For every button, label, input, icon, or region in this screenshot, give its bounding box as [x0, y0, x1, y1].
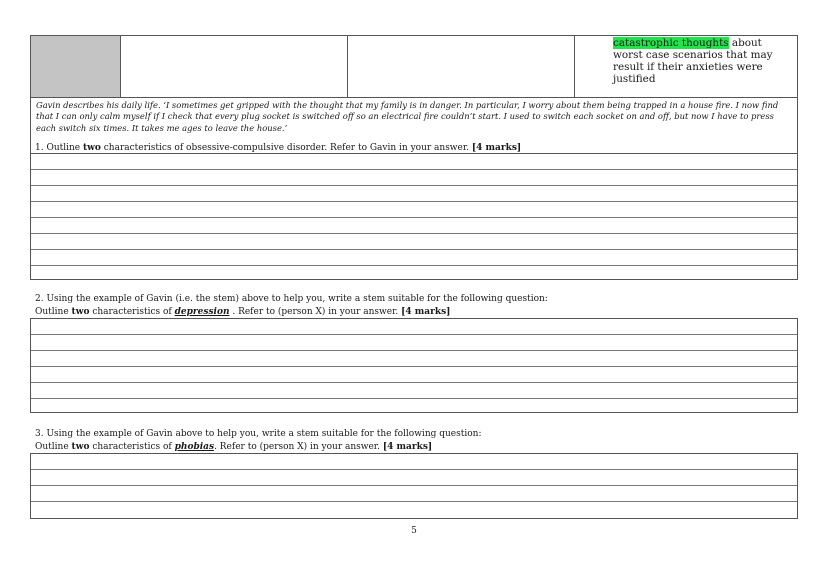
page-number: 5	[411, 526, 417, 536]
answer-line	[31, 501, 797, 502]
answer-line	[31, 249, 797, 250]
q1-marks: [4 marks]	[471, 143, 522, 153]
answer-line	[31, 382, 797, 383]
answer-line	[31, 366, 797, 367]
q1-pre: 1. Outline	[35, 143, 83, 153]
q2-mid: characteristics of	[89, 307, 175, 317]
cell-text: about worst case scenarios that may result if their anxieties were justified	[613, 37, 773, 85]
q2-pre: Outline	[35, 307, 72, 317]
q3-pre: Outline	[35, 442, 72, 452]
q3-bold: two	[71, 442, 90, 452]
answer-line	[31, 334, 797, 335]
q2-bold: two	[71, 307, 90, 317]
question-3-intro: 3. Using the example of Gavin above to help you, write a stem suitable for the following question:	[35, 429, 482, 439]
answer-line	[31, 217, 797, 218]
anxiety-description-cell	[575, 36, 797, 97]
gavin-stem: Gavin describes his daily life. ‘I sometimes get gripped with the thought that my family is in danger. In particular, I worry about them being trapped in a house fire. I now find that I can only calm myself if I check that every plug socket is switched off so an electrical fire couldn’t start. I used to switch each socket on and off, but now I have to press each switch six times. It takes me ages to leave the house.’	[36, 100, 779, 133]
q1-bold: two	[82, 143, 101, 153]
answer-line	[31, 169, 797, 170]
empty-cell-1	[121, 36, 348, 97]
answer-line	[31, 265, 797, 266]
answer-lines-q3[interactable]	[30, 453, 798, 519]
answer-line	[31, 350, 797, 351]
q2-post: . Refer to (person X) in your answer.	[229, 307, 402, 317]
highlighted-phrase: catastrophic thoughts	[613, 37, 729, 49]
q1-post: characteristics of obsessive-compulsive disorder. Refer to Gavin in your answer.	[100, 143, 472, 153]
q3-post: . Refer to (person X) in your answer.	[214, 442, 383, 452]
answer-lines-q2[interactable]	[30, 318, 798, 413]
answer-line	[31, 185, 797, 186]
answer-line	[31, 469, 797, 470]
top-table-row	[30, 35, 798, 98]
q3-marks: [4 marks]	[382, 442, 433, 452]
answer-line	[31, 485, 797, 486]
q2-marks: [4 marks]	[401, 307, 451, 317]
q3-mid: characteristics of	[89, 442, 175, 452]
shaded-cell	[31, 36, 121, 97]
answer-line	[31, 233, 797, 234]
q2-term: depression	[174, 307, 230, 317]
q3-term: phobias	[174, 442, 215, 452]
question-3	[35, 441, 432, 453]
empty-cell-2	[348, 36, 575, 97]
answer-line	[31, 398, 797, 399]
question-2	[35, 306, 450, 318]
question-2-intro: 2. Using the example of Gavin (i.e. the stem) above to help you, write a stem suitable for the following question:	[35, 294, 548, 304]
answer-line	[31, 201, 797, 202]
answer-lines-q1[interactable]	[30, 153, 798, 280]
